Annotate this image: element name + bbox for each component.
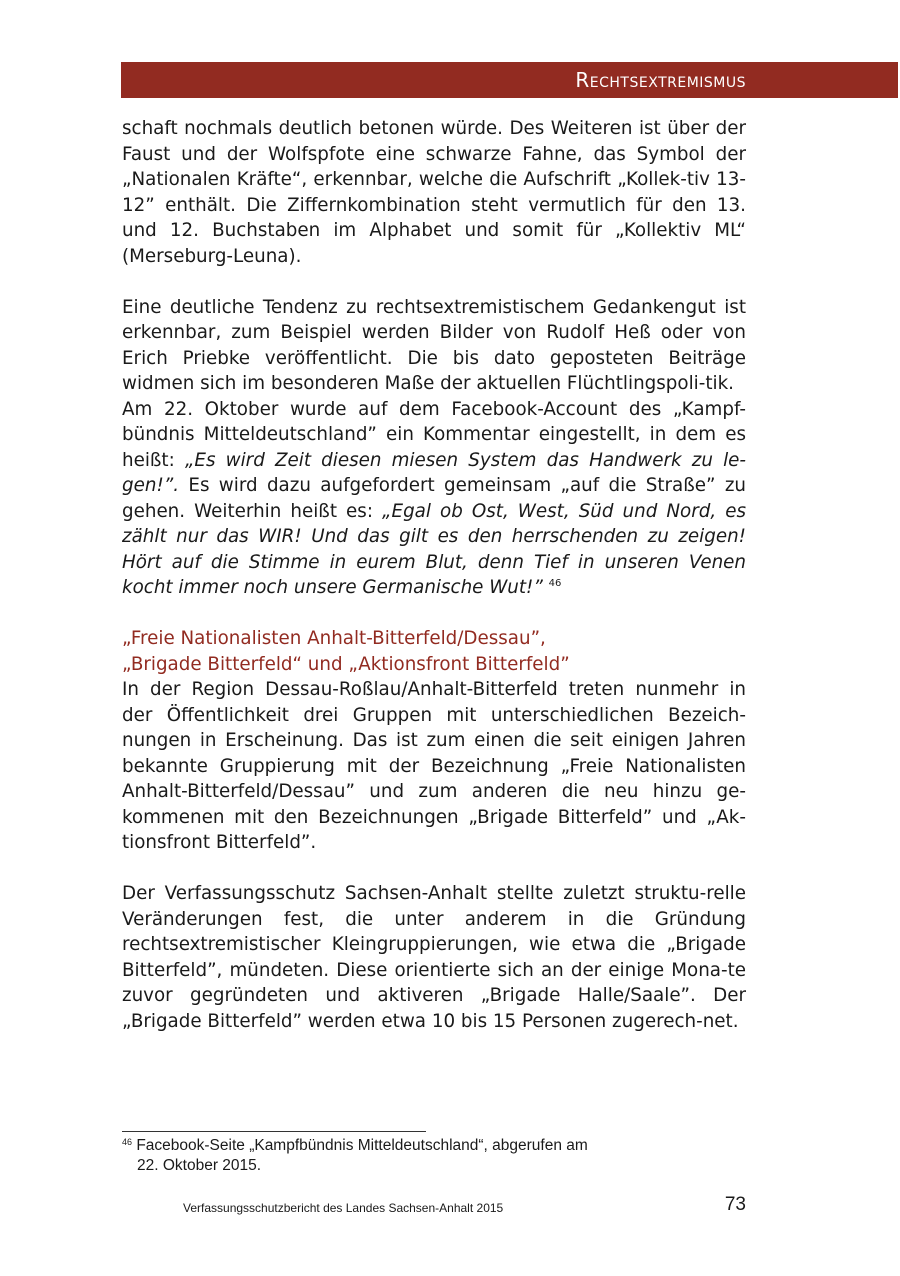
- footnote-divider: [122, 1131, 426, 1132]
- section-heading-line-1: „Freie Nationalisten Anhalt-Bitterfeld/Dessau”,: [122, 628, 546, 649]
- footnote-text: Facebook-Seite „Kampfbündnis Mitteldeutschland“, abgerufen am: [132, 1137, 588, 1154]
- section-title: Rechtsextremismus: [575, 68, 746, 92]
- section-heading: [122, 626, 746, 677]
- footnote-number: 46: [122, 1137, 133, 1147]
- body-text: [122, 116, 746, 1034]
- paragraph-4: In der Region Dessau-Roßlau/Anhalt-Bitterfeld treten nunmehr in der Öffentlichkeit drei Gruppen mit unterschiedlichen Bezeich-nungen in Erscheinung. Das ist zum einen die seit einigen Jahren bekannte Gruppierung mit der Bezeichnung „Freie Nationalisten Anhalt-Bitterfeld/Dessau” und zum anderen die neu hinzu ge-kommenen mit den Bezeichnungen „Brigade Bitterfeld” und „Ak-tionsfront Bitterfeld”.: [122, 679, 746, 853]
- footnote-reference: 46: [548, 578, 562, 589]
- paragraph-3-text-b: Es wird dazu aufgefordert gemeinsam „auf die Straße” zu gehen. Weiterhin heißt es:: [122, 475, 746, 522]
- paragraph-3: [122, 397, 746, 601]
- paragraph-1: schaft nochmals deutlich betonen würde. Des Weiteren ist über der Faust und der Wolfspfote eine schwarze Fahne, das Symbol der „Nationalen Kräfte“, erkennbar, welche die Aufschrift „Kollek-tiv 13-12” enthält. Die Ziffernkombination steht vermutlich für den 13. und 12. Buchstaben im Alphabet und somit für „Kollektiv ML“ (Merseburg-Leuna).: [122, 118, 746, 267]
- section-heading-line-2: „Brigade Bitterfeld“ und „Aktionsfront Bitterfeld”: [122, 653, 570, 675]
- page-number: 73: [724, 1194, 746, 1215]
- quote-1: „Es wird Zeit diesen miesen System das Handwerk zu le-gen!”.: [122, 449, 746, 496]
- footnote-line-1: [122, 1136, 682, 1156]
- header-band: [121, 62, 898, 98]
- paragraph-2: Eine deutliche Tendenz zu rechtsextremistischem Gedankengut ist erkennbar, zum Beispiel werden Bilder von Rudolf Heß oder von Erich Priebke veröffentlicht. Die bis dato geposteten Beiträge widmen sich im besonderen Maße der aktuellen Flüchtlingspoli-tik.: [122, 296, 746, 394]
- quote-2: „Egal ob Ost, West, Süd und Nord, es zählt nur das WIR! Und das gilt es den herrschenden zu zeigen! Hört auf die Stimme in eurem Blut, denn Tief in unseren Venen kocht immer noch unsere Germanische Wut!”: [122, 500, 747, 598]
- paragraph-5: Der Verfassungsschutz Sachsen-Anhalt stellte zuletzt struktu-relle Veränderungen fest, die unter anderem in die Gründung rechtsextremistischer Kleingruppierungen, wie etwa die „Brigade Bitterfeld”, mündeten. Diese orientierte sich an der einige Mona-te zuvor gegründeten und aktiveren „Brigade Halle/Saale”. Der „Brigade Bitterfeld” werden etwa 10 bis 15 Personen zugerech-net.: [122, 883, 746, 1032]
- footnote-line-2: 22. Oktober 2015.: [137, 1157, 262, 1174]
- footer-publication: Verfassungsschutzbericht des Landes Sachsen-Anhalt 2015: [183, 1201, 504, 1215]
- paragraph-3-text-a: Am 22. Oktober wurde auf dem Facebook-Account des „Kampf-bündnis Mitteldeutschland” ein Kommentar eingestellt, in dem es heißt:: [122, 398, 746, 471]
- footnote: [122, 1136, 682, 1176]
